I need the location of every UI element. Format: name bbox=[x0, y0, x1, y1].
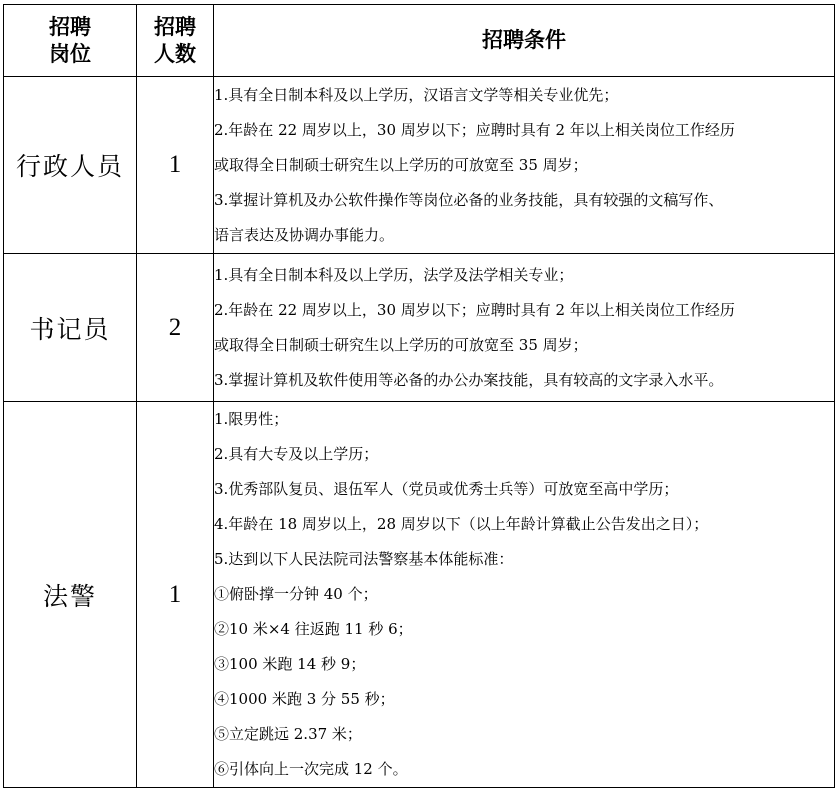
condition-line: 或取得全日制硕士研究生以上学历的可放宽至 35 周岁； bbox=[214, 335, 588, 354]
condition-line: ③100 米跑 14 秒 9； bbox=[214, 655, 366, 673]
conditions-cell bbox=[214, 402, 835, 788]
condition-line: 1.具有全日制本科及以上学历，法学及法学相关专业； bbox=[214, 265, 574, 284]
conditions-list bbox=[214, 78, 834, 253]
count-cell: 1 bbox=[137, 77, 214, 254]
header-row bbox=[4, 5, 835, 77]
conditions-list bbox=[214, 402, 834, 787]
header-position bbox=[4, 5, 137, 77]
position-cell: 法警 bbox=[4, 402, 137, 788]
conditions-list bbox=[214, 258, 834, 398]
table-row bbox=[4, 254, 835, 402]
table-row bbox=[4, 77, 835, 254]
header-position-line: 招聘 bbox=[49, 14, 91, 39]
header-count bbox=[137, 5, 214, 77]
count-cell: 2 bbox=[137, 254, 214, 402]
condition-line: 3.掌握计算机及办公软件操作等岗位必备的业务技能，具有较强的文稿写作、 bbox=[214, 190, 724, 209]
condition-line: 2.年龄在 22 周岁以上，30 周岁以下；应聘时具有 2 年以上相关岗位工作经历 bbox=[214, 120, 735, 139]
condition-line: 1.限男性； bbox=[214, 410, 289, 428]
condition-line: 5.达到以下人民法院司法警察基本体能标准： bbox=[214, 550, 514, 568]
header-conditions: 招聘条件 bbox=[214, 5, 835, 77]
table-row bbox=[4, 402, 835, 788]
condition-line: ④1000 米跑 3 分 55 秒； bbox=[214, 690, 395, 708]
conditions-cell bbox=[214, 77, 835, 254]
condition-line: 4.年龄在 18 周岁以上，28 周岁以下（以上年龄计算截止公告发出之日）； bbox=[214, 515, 709, 533]
header-position-line: 岗位 bbox=[49, 41, 91, 66]
position-cell: 书记员 bbox=[4, 254, 137, 402]
position-cell: 行政人员 bbox=[4, 77, 137, 254]
condition-line: 或取得全日制硕士研究生以上学历的可放宽至 35 周岁； bbox=[214, 155, 588, 174]
recruitment-table bbox=[3, 4, 835, 788]
condition-line: 2.年龄在 22 周岁以上，30 周岁以下；应聘时具有 2 年以上相关岗位工作经历 bbox=[214, 300, 735, 319]
condition-line: ①俯卧撑一分钟 40 个； bbox=[214, 585, 378, 603]
condition-line: 2.具有大专及以上学历； bbox=[214, 445, 379, 463]
count-cell: 1 bbox=[137, 402, 214, 788]
condition-line: 语言表达及协调办事能力。 bbox=[214, 225, 395, 244]
condition-line: ⑤立定跳远 2.37 米； bbox=[214, 725, 362, 743]
condition-line: 3.掌握计算机及软件使用等必备的办公办案技能，具有较高的文字录入水平。 bbox=[214, 370, 724, 389]
condition-line: 3.优秀部队复员、退伍军人（党员或优秀士兵等）可放宽至高中学历； bbox=[214, 480, 679, 498]
header-count-line: 招聘 bbox=[154, 14, 196, 39]
conditions-cell bbox=[214, 254, 835, 402]
header-count-line: 人数 bbox=[154, 41, 196, 66]
condition-line: ②10 米×4 往返跑 11 秒 6； bbox=[214, 620, 413, 638]
condition-line: ⑥引体向上一次完成 12 个。 bbox=[214, 760, 408, 778]
condition-line: 1.具有全日制本科及以上学历，汉语言文学等相关专业优先； bbox=[214, 85, 619, 104]
